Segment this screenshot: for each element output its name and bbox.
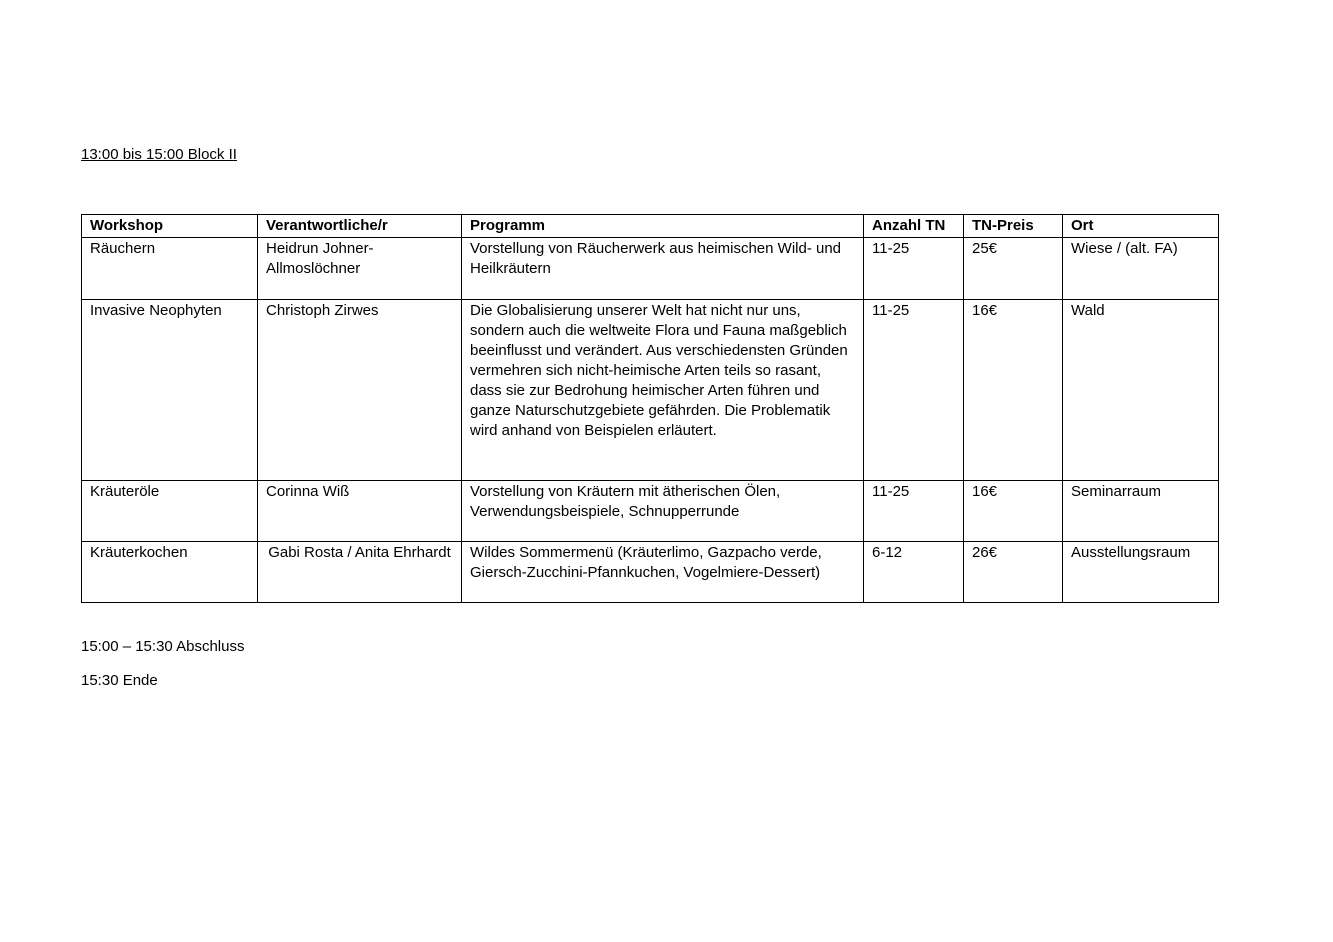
ende-line: 15:30 Ende xyxy=(81,672,158,689)
cell-verantwortliche: Gabi Rosta / Anita Ehrhardt xyxy=(258,542,462,603)
cell-ort: Wald xyxy=(1063,300,1219,481)
cell-anzahl-tn: 6-12 xyxy=(864,542,964,603)
cell-verantwortliche: Christoph Zirwes xyxy=(258,300,462,481)
cell-tn-preis: 25€ xyxy=(964,238,1063,300)
cell-ort: Wiese / (alt. FA) xyxy=(1063,238,1219,300)
cell-anzahl-tn: 11-25 xyxy=(864,238,964,300)
page-title: 13:00 bis 15:00 Block II xyxy=(81,146,237,163)
cell-verantwortliche: Corinna Wiß xyxy=(258,481,462,542)
cell-tn-preis: 16€ xyxy=(964,300,1063,481)
cell-ort: Ausstellungsraum xyxy=(1063,542,1219,603)
cell-anzahl-tn: 11-25 xyxy=(864,481,964,542)
cell-workshop: Räuchern xyxy=(82,238,258,300)
cell-programm: Wildes Sommermenü (Kräuterlimo, Gazpacho verde, Giersch-Zucchini-Pfannkuchen, Vogelmiere-Dessert) xyxy=(462,542,864,603)
cell-workshop: Kräuteröle xyxy=(82,481,258,542)
col-header-workshop: Workshop xyxy=(82,215,258,238)
cell-tn-preis: 16€ xyxy=(964,481,1063,542)
table-row xyxy=(82,481,1219,542)
cell-programm: Vorstellung von Räucherwerk aus heimischen Wild- und Heilkräutern xyxy=(462,238,864,300)
table-row xyxy=(82,238,1219,300)
cell-programm: Vorstellung von Kräutern mit ätherischen Ölen, Verwendungsbeispiele, Schnupperrunde xyxy=(462,481,864,542)
cell-anzahl-tn: 11-25 xyxy=(864,300,964,481)
table-row xyxy=(82,300,1219,481)
cell-programm: Die Globalisierung unserer Welt hat nicht nur uns, sondern auch die weltweite Flora und Fauna maßgeblich beeinflusst und verändert. Aus verschiedensten Gründen vermehren sich nicht-heimische Arten teils so rasant, dass sie zur Bedrohung heimischer Arten führen und ganze Naturschutzgebiete gefährden. Die Problematik wird anhand von Beispielen erläutert. xyxy=(462,300,864,481)
cell-workshop: Kräuterkochen xyxy=(82,542,258,603)
abschluss-line: 15:00 – 15:30 Abschluss xyxy=(81,638,245,655)
table-row xyxy=(82,542,1219,603)
workshop-schedule-table xyxy=(81,214,1219,603)
cell-tn-preis: 26€ xyxy=(964,542,1063,603)
cell-ort: Seminarraum xyxy=(1063,481,1219,542)
table-header-row xyxy=(82,215,1219,238)
col-header-programm: Programm xyxy=(462,215,864,238)
cell-verantwortliche: Heidrun Johner-Allmoslöchner xyxy=(258,238,462,300)
col-header-tn-preis: TN-Preis xyxy=(964,215,1063,238)
col-header-anzahl-tn: Anzahl TN xyxy=(864,215,964,238)
col-header-ort: Ort xyxy=(1063,215,1219,238)
col-header-verantwortliche: Verantwortliche/r xyxy=(258,215,462,238)
cell-workshop: Invasive Neophyten xyxy=(82,300,258,481)
